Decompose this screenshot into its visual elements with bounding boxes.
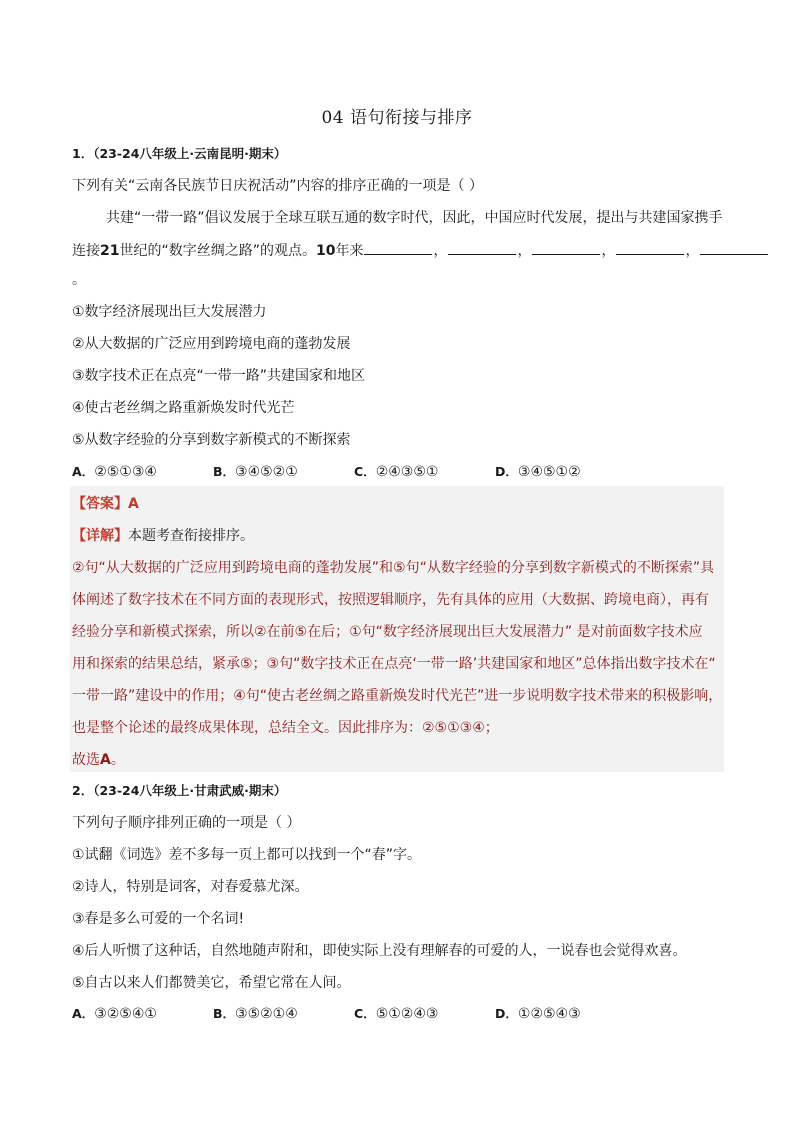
question-1-header: 1．（23-24八年级上·云南昆明·期末） [72, 146, 287, 161]
comma: ， [601, 243, 616, 259]
detail-intro: 本题考查衔接排序。 [128, 528, 254, 544]
option-d[interactable]: D．①②⑤④③ [495, 1006, 581, 1022]
detail-text-line: ②句“从大数据的广泛应用到跨境电商的蓬勃发展”和⑤句“从数字经验的分享到数字新模式的不断探索”具 [72, 560, 715, 576]
fill-blank [616, 240, 684, 255]
detail-line [72, 526, 254, 546]
question-2-item: ④后人听惯了这种话，自然地随声附和，即使实际上没有理解春的可爱的人，一说春也会觉得欢喜。 [72, 943, 687, 959]
question-1-period: 。 [72, 272, 86, 288]
detail-text-line: 也是整个论述的最终成果体现，总结全文。因此排序为：②⑤①③④； [72, 720, 499, 736]
comma: ， [517, 243, 532, 259]
fill-blank [448, 240, 516, 255]
option-d[interactable]: D．③④⑤①② [495, 464, 581, 480]
question-2-stem: 下列句子顺序排列正确的一项是（ ） [72, 815, 301, 831]
comma: ， [433, 243, 448, 259]
fill-blank [364, 240, 432, 255]
conclusion-line: 故选A。 [72, 752, 125, 768]
detail-text-line: 一带一路”建设中的作用；④句“使古老丝绸之路重新焕发时代光芒”进一步说明数字技术带来的积极影响， [72, 688, 723, 704]
question-1-item: ⑤从数字经验的分享到数字新模式的不断探索 [72, 432, 351, 448]
question-1-item: ②从大数据的广泛应用到跨境电商的蓬勃发展 [72, 336, 351, 352]
option-b[interactable]: B．③⑤②①④ [213, 1006, 298, 1022]
question-2-item: ⑤自古以来人们都赞美它，希望它常在人间。 [72, 975, 351, 991]
question-2-item: ②诗人，特别是词客，对春爱慕尤深。 [72, 879, 309, 895]
passage-number: 10 [316, 243, 336, 259]
answer-line [72, 494, 139, 514]
question-1-item: ③数字技术正在点亮“一带一路”共建国家和地区 [72, 368, 366, 384]
question-1-item: ①数字经济展现出巨大发展潜力 [72, 304, 267, 320]
question-2-header: 2．（23-24八年级上·甘肃武威·期末） [72, 783, 287, 798]
comma: ， [685, 243, 700, 259]
page-title: 04 语句衔接与排序 [321, 108, 473, 128]
fill-blank [700, 240, 768, 255]
question-1-options [72, 462, 636, 482]
passage-text: 连接 [72, 243, 100, 259]
question-1-item: ④使古老丝绸之路重新焕发时代光芒 [72, 400, 295, 416]
detail-text-line: 用和探索的结果总结，紧承⑤；③句“数字技术正在点亮‘一带一路’共建国家和地区”总体指出数字技术在“ [72, 656, 716, 672]
passage-text: 年来 [335, 243, 364, 259]
passage-number: 21 [100, 243, 120, 259]
answer-tag: 【答案】 [72, 496, 128, 512]
passage-text: 世纪的“数字丝绸之路”的观点。 [119, 243, 316, 259]
detail-tag: 【详解】 [72, 528, 128, 544]
option-c[interactable]: C．⑤①②④③ [354, 1006, 439, 1022]
detail-text-line: 体阐述了数字技术在不同方面的表现形式，按照逻辑顺序，先有具体的应用（大数据、跨境电商），再有 [72, 592, 709, 608]
question-1-passage-line-2 [72, 240, 769, 261]
option-b[interactable]: B．③④⑤②① [213, 464, 298, 480]
question-2-item: ①试翻《词选》差不多每一页上都可以找到一个“春”字。 [72, 847, 422, 863]
fill-blank [532, 240, 600, 255]
question-1-stem: 下列有关“云南各民族节日庆祝活动”内容的排序正确的一项是（ ） [72, 178, 483, 194]
answer-value: A [128, 496, 139, 512]
detail-text-line: 经验分享和新模式探索，所以②在前⑤在后；①句“数字经济展现出巨大发展潜力” 是对前面数字技术应 [72, 624, 703, 640]
option-a[interactable]: A．③②⑤④① [72, 1006, 157, 1022]
question-2-options [72, 1004, 636, 1024]
option-c[interactable]: C．②④③⑤① [354, 464, 439, 480]
question-1-passage-line-1: 共建“一带一路”倡议发展于全球互联互通的数字时代，因此，中国应时代发展，提出与共建国家携手 [106, 210, 723, 226]
question-2-item: ③春是多么可爱的一个名词! [72, 911, 245, 927]
option-a[interactable]: A．②⑤①③④ [72, 464, 157, 480]
